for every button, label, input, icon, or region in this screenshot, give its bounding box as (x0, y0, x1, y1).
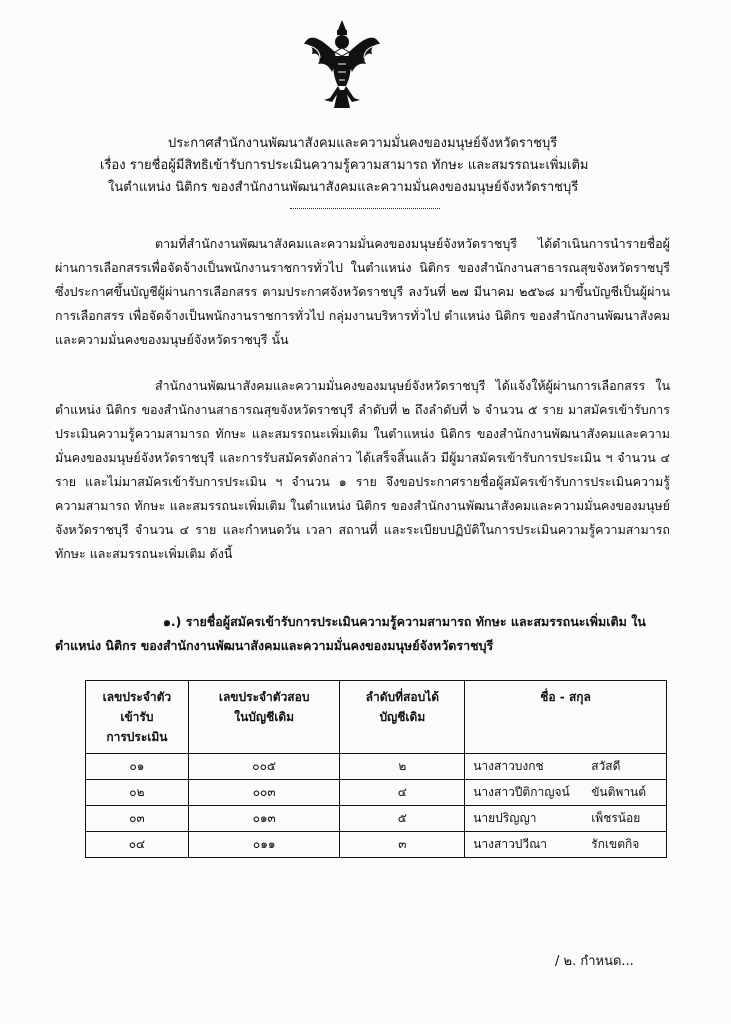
column-header-applicant-id: เลขประจำตัว เข้ารับ การประเมิน (86, 681, 189, 754)
applicant-id-cell: ๐๒ (86, 780, 189, 806)
name-cell (465, 754, 667, 780)
applicant-id-cell: ๐๑ (86, 754, 189, 780)
table-row (86, 832, 667, 858)
column-header-name: ชื่อ - สกุล (465, 681, 667, 754)
table-header-row (86, 681, 667, 754)
exam-number-cell: ๐๑๓ (188, 806, 340, 832)
body-paragraph-2: สำนักงานพัฒนาสังคมและความมั่นคงของมนุษย์จังหวัดราชบุรี ได้แจ้งให้ผู้ผ่านการเลือกสรร ในตำแหน่ง นิติกร ของสำนักงานสาธารณสุขจังหวัดราชบุรี ลำดับที่ ๒ ถึงลำดับที่ ๖ จำนวน ๕ ราย มาสมัครเข้ารับการประเมินความรู้ความสามารถ ทักษะ และสมรรถนะเพิ่มเติม ในตำแหน่ง นิติกร ของสำนักงานพัฒนาสังคมและความมั่นคงของมนุษย์จังหวัดราชบุรี และการรับสมัครดังกล่าว ได้เสร็จสิ้นแล้ว มีผู้มาสมัครเข้ารับการประเมิน ฯ จำนวน ๔ ราย และไม่มาสมัครเข้ารับการประเมิน ฯ จำนวน ๑ ราย จึงขอประกาศรายชื่อผู้สมัครเข้ารับการประเมินความรู้ความสามารถ ทักษะ และสมรรถนะเพิ่มเติม ในตำแหน่ง นิติกร ของสำนักงานพัฒนาสังคมและความมั่นคงของมนุษย์จังหวัดราชบุรี จำนวน ๔ ราย และกำหนดวัน เวลา สถานที่ และระเบียบปฏิบัติในการประเมินความรู้ความสามารถ ทักษะ และสมรรถนะเพิ่มเติม ดังนี้ (55, 378, 670, 561)
rank-cell: ๕ (340, 806, 465, 832)
announcement-position: ในตำแหน่ง นิติกร ของสำนักงานพัฒนาสังคมและความมั่นคงของมนุษย์จังหวัดราชบุรี (108, 180, 579, 195)
exam-number-cell: ๐๐๕ (188, 754, 340, 780)
applicant-id-cell: ๐๓ (86, 806, 189, 832)
rank-cell: ๔ (340, 780, 465, 806)
body-paragraph-1: ตามที่สำนักงานพัฒนาสังคมและความมั่นคงของมนุษย์จังหวัดราชบุรี ได้ดำเนินการนำรายชื่อผู้ผ่านการเลือกสรรเพื่อจัดจ้างเป็นพนักงานราชการทั่วไป ในตำแหน่ง นิติกร ของสำนักงานสาธารณสุขจังหวัดราชบุรี ซึ่งประกาศขึ้นบัญชีผู้ผ่านการเลือกสรร ตามประกาศจังหวัดราชบุรี ลงวันที่ ๒๗ มีนาคม ๒๕๖๘ มาขึ้นบัญชีเป็นผู้ผ่านการเลือกสรร เพื่อจัดจ้างเป็นพนักงานราชการทั่วไป กลุ่มงานบริหารทั่วไป ตำแหน่ง นิติกร ของสำนักงานพัฒนาสังคมและความมั่นคงของมนุษย์จังหวัดราชบุรี นั้น (55, 236, 670, 347)
table-row (86, 780, 667, 806)
table-row (86, 806, 667, 832)
name-cell (465, 832, 667, 858)
last-name: รักเขตกิจ (591, 837, 640, 851)
rank-cell: ๓ (340, 832, 465, 858)
announcement-title: ประกาศสำนักงานพัฒนาสังคมและความมั่นคงของมนุษย์จังหวัดราชบุรี (168, 136, 558, 151)
dotted-divider (290, 208, 440, 209)
garuda-emblem-icon (302, 18, 382, 114)
table-row (86, 754, 667, 780)
exam-number-cell: ๐๐๓ (188, 780, 340, 806)
last-name: ขันติพานต์ (591, 785, 647, 799)
first-name: นางสาวบงกช (473, 759, 544, 773)
continued-on-next-page: / ๒. กำหนด... (555, 954, 634, 969)
column-header-exam-number: เลขประจำตัวสอบ ในบัญชีเดิม (188, 681, 340, 754)
section-1-title: ๑.) รายชื่อผู้สมัครเข้ารับการประเมินความรู้ความสามารถ ทักษะ และสมรรถนะเพิ่มเติม ในตำแหน่ง นิติกร ของสำนักงานพัฒนาสังคมและความมั่นคงของมนุษย์จังหวัดราชบุรี (55, 614, 646, 653)
first-name: นายปริญญา (473, 811, 537, 825)
announcement-subject: เรื่อง รายชื่อผู้มีสิทธิเข้ารับการประเมินความรู้ความสามารถ ทักษะ และสมรรถนะเพิ่มเติม (100, 158, 589, 173)
last-name: สวัสดี (591, 759, 621, 773)
first-name: นางสาวปวีณา (473, 837, 548, 851)
applicant-table (85, 680, 667, 858)
name-cell (465, 806, 667, 832)
rank-cell: ๒ (340, 754, 465, 780)
first-name: นางสาวปีติกาญจน์ (473, 785, 570, 799)
name-cell (465, 780, 667, 806)
last-name: เพ็ชรน้อย (591, 811, 641, 825)
column-header-rank: ลำดับที่สอบได้ บัญชีเดิม (340, 681, 465, 754)
exam-number-cell: ๐๑๑ (188, 832, 340, 858)
applicant-id-cell: ๐๔ (86, 832, 189, 858)
